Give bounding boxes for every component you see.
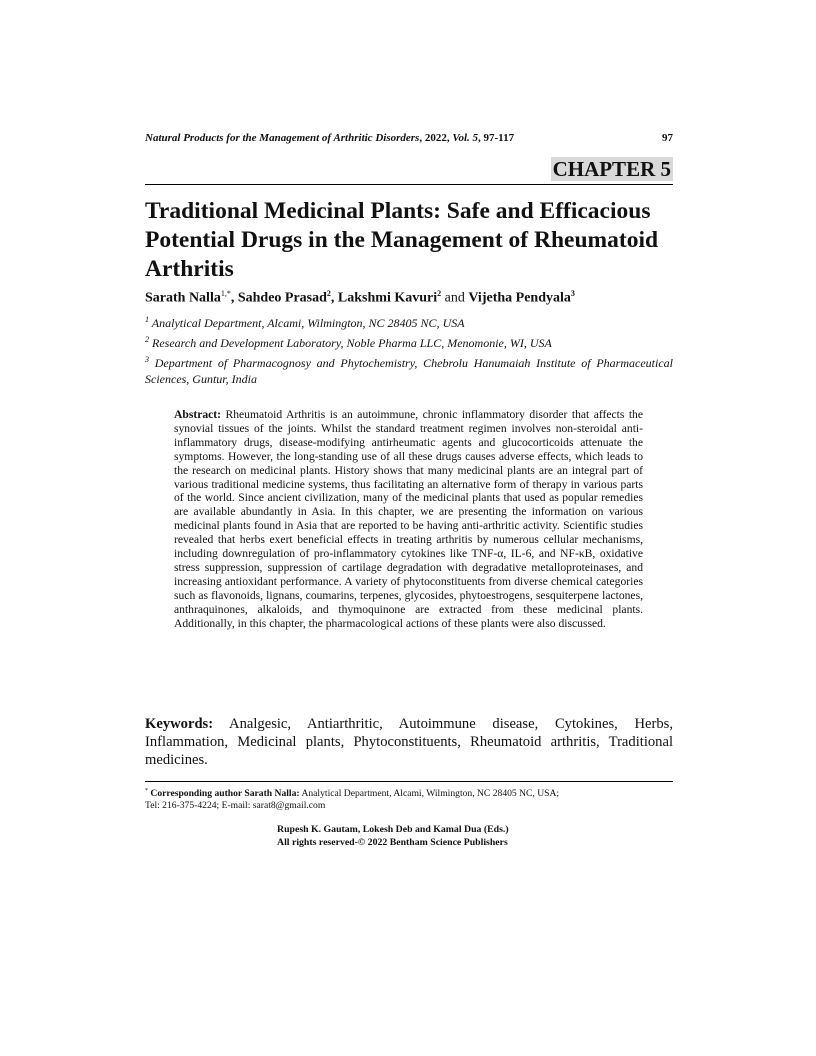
author-affiliation-marker: 2 <box>326 289 331 298</box>
author-name: Vijetha Pendyala <box>468 290 571 306</box>
abstract-text: Rheumatoid Arthritis is an autoimmune, chronic inflammatory disorder that affects the synovial tissues of the joints. Whilst the standard treatment regimen involves non-steroidal anti-inflammatory drugs, disease-modifying antirheumatic agents and glucocorticoids attenuate the symptoms. However, the long-standing use of all these drugs causes adverse effects, which leads to the research on medicinal plants. History shows that many medicinal plants are an integral part of various traditional medicine systems, thus facilitating an alternative form of therapy in various parts of the world. Since ancient civilization, many of the medicinal plants that used as popular remedies are available abundantly in Asia. In this chapter, we are presenting the information on various medicinal plants found in Asia that are reported to be having anti-arthritic activity. Scientific studies revealed that herbs exert beneficial effects in treating arthritis by numerous cellular mechanisms, including downregulation of pro-inflammatory cytokines like TNF-α, IL-6, and NF-κB, oxidative stress suppression, suppression of cartilage degradation with degradative metalloproteinases, and increasing antioxidant performance. A variety of phytoconstituents from diverse chemical categories such as flavonoids, lignans, coumarins, terpenes, glycosides, phytoestrogens, sesquiterpene lactones, anthraquinones, alkaloids, and thymoquinone are extracted from these medicinal plants. Additionally, in this chapter, the pharmacological actions of these plants were also discussed. <box>174 408 643 630</box>
editors-line: Rupesh K. Gautam, Lokesh Deb and Kamal Dua (Eds.) <box>277 824 509 835</box>
affiliation-text: Analytical Department, Alcami, Wilmington, NC 28405 NC, USA <box>151 316 465 330</box>
affiliation <box>145 312 673 331</box>
affiliation-number: 2 <box>145 335 149 344</box>
abstract <box>174 408 643 631</box>
journal-title: Natural Products for the Management of Arthritic Disorders <box>145 132 420 144</box>
keywords-label: Keywords: <box>145 716 214 732</box>
author-separator: , <box>330 290 338 306</box>
author-name: Lakshmi Kavuri <box>337 290 438 306</box>
author-affiliation-marker: 2 <box>437 289 442 298</box>
journal-year: , 2022, <box>419 132 453 144</box>
affiliation-text: Research and Development Laboratory, Noble Pharma LLC, Menomonie, WI, USA <box>152 336 552 350</box>
journal-citation <box>145 132 514 144</box>
affiliation <box>145 332 673 351</box>
footnote-marker: * <box>145 788 148 794</box>
keywords-text: Analgesic, Antiarthritic, Autoimmune disease, Cytokines, Herbs, Inflammation, Medicinal plants, Phytoconstituents, Rheumatoid arthritis, Traditional medicines. <box>145 716 674 768</box>
running-header <box>145 132 673 144</box>
publication-credits <box>277 824 637 849</box>
author-separator: , <box>230 290 238 306</box>
author-name: Sarath Nalla <box>145 290 221 306</box>
affiliation <box>145 352 673 387</box>
abstract-label: Abstract: <box>174 408 222 421</box>
affiliation-number: 1 <box>145 315 149 324</box>
affiliation-text: Department of Pharmacognosy and Phytochemistry, Chebrolu Hanumaiah Institute of Pharmaceutical Sciences, Guntur, India <box>145 356 673 386</box>
author-list <box>145 289 675 307</box>
author-separator: and <box>441 290 469 306</box>
footnote-divider <box>145 781 673 782</box>
footnote-address: Analytical Department, Alcami, Wilmington, NC 28405 NC, USA; <box>301 788 560 800</box>
footnote-label: Corresponding author Sarath Nalla: <box>150 788 300 800</box>
rights-line: All rights reserved-© 2022 Bentham Science Publishers <box>277 836 508 848</box>
chapter-title: Traditional Medicinal Plants: Safe and Efficacious Potential Drugs in the Management of Rheumatoid Arthritis <box>145 198 659 282</box>
journal-volume: Vol. 5 <box>452 132 479 144</box>
journal-pages: , 97-117 <box>478 132 515 144</box>
keywords <box>145 715 673 769</box>
author-affiliation-marker: 3 <box>570 289 575 298</box>
chapter-label: CHAPTER 5 <box>552 157 671 181</box>
author-name: Sahdeo Prasad <box>237 290 327 306</box>
footnote-contact: Tel: 216-375-4224; E-mail: sarat8@gmail.com <box>145 800 326 812</box>
chapter-heading-row <box>145 156 673 185</box>
author-affiliation-marker: 1,* <box>220 289 231 298</box>
affiliation-number: 3 <box>145 355 149 364</box>
corresponding-author-footnote <box>145 785 673 812</box>
page-number: 97 <box>662 132 673 144</box>
